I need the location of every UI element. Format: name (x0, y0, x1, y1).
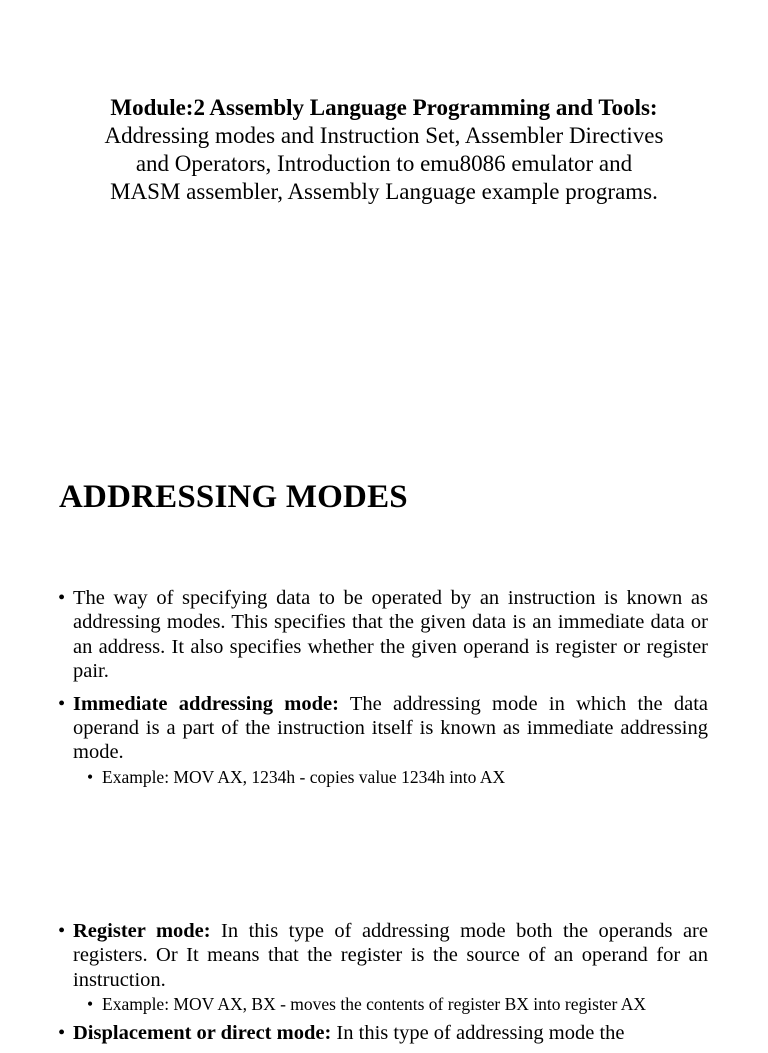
item-lead: Immediate addressing mode: (73, 692, 339, 715)
item-lead: Displacement or direct mode: (73, 1022, 332, 1045)
sub-list-item (59, 993, 708, 1015)
spacer (59, 796, 708, 919)
sub-list-item (59, 766, 708, 788)
bullet-icon: • (58, 1022, 66, 1045)
module-title-block (100, 94, 668, 206)
list-item (59, 692, 708, 788)
example-text: Example: MOV AX, 1234h - copies value 1234h into AX (102, 766, 506, 787)
bullet-list (59, 586, 708, 1053)
module-title: Module:2 Assembly Language Programming and Tools: (110, 95, 658, 120)
item-text: The addressing mode in which the data operand is a part of the instruction itself is known as immediate addressing mode. (73, 692, 709, 764)
example-text: Example: MOV AX, BX - moves the contents of register BX into register AX (102, 994, 647, 1015)
item-text: In this type of addressing mode both the operands are registers. Or It means that the register is the source of an operand for an instruction. (73, 919, 708, 991)
item-text: In this type of addressing mode the (331, 1022, 625, 1045)
bullet-icon: • (58, 919, 66, 942)
list-item (59, 1021, 708, 1045)
section-heading: ADDRESSING MODES (59, 479, 408, 515)
bullet-icon: • (87, 766, 94, 787)
list-item (59, 919, 708, 1015)
item-text: The way of specifying data to be operated by an instruction is known as addressing modes. This specifies that the given data is an immediate data or an address. It also specifies whether the given operand is register or register pair. (73, 587, 708, 683)
bullet-icon: • (58, 587, 66, 609)
bullet-icon: • (87, 994, 94, 1015)
list-item (59, 586, 708, 684)
item-lead: Register mode: (73, 919, 211, 942)
bullet-icon: • (58, 692, 66, 715)
module-subtitle: Addressing modes and Instruction Set, Assembler Directives and Operators, Introduction to emu8086 emulator and MASM assembler, Assembly Language example programs. (104, 123, 664, 204)
